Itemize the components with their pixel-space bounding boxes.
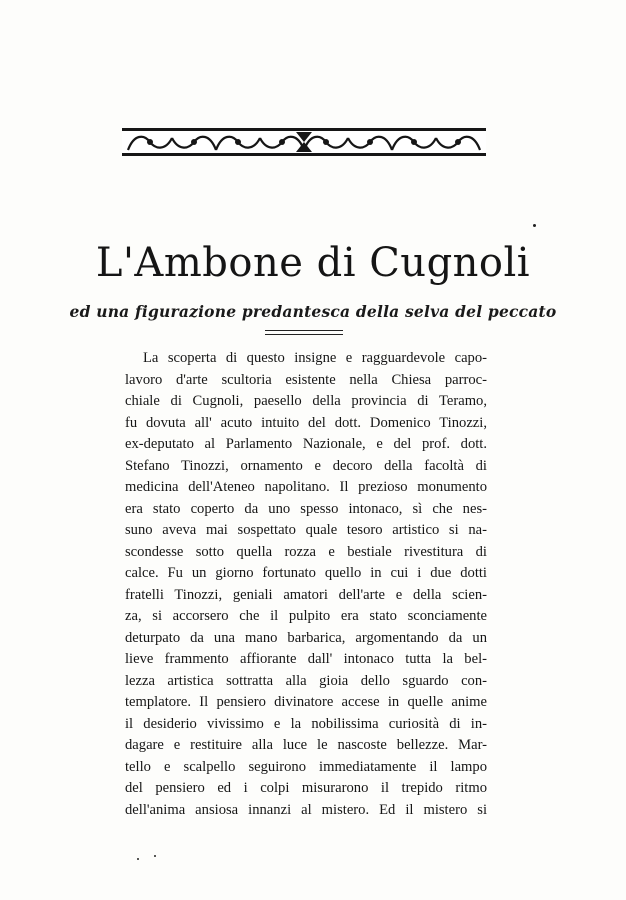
text-line: lezza artistica sottratta alla gioia dello sguardo con-: [125, 672, 487, 689]
page-title: L'Ambone di Cugnoli: [95, 240, 531, 286]
text-line: tello e scalpello seguirono immediatamente il lampo: [125, 758, 487, 775]
text-line: scondesse sotto quella rozza e bestiale rivestitura di: [125, 543, 487, 560]
page-subtitle: ed una figurazione predantesca della selva del peccato: [69, 302, 557, 321]
ink-speck: [137, 858, 139, 860]
title-divider: [265, 334, 343, 335]
text-line: za, si accorsero che il pulpito era stato sconciamente: [125, 608, 487, 624]
text-line: chiale di Cugnoli, paesello della provincia di Teramo,: [125, 393, 487, 409]
body-paragraph: [125, 348, 487, 821]
ink-speck: [533, 224, 536, 227]
text-line: del pensiero ed i colpi misurarono il trepido ritmo: [125, 780, 487, 796]
text-line: dell'anima ansiosa innanzi al mistero. Ed il mistero si: [125, 801, 487, 818]
text-line: lieve frammento affiorante dall' intonaco tutta la bel-: [125, 651, 487, 667]
text-line: dagare e restituire alla luce le nascoste bellezze. Mar-: [125, 737, 487, 753]
ink-speck: [154, 855, 156, 857]
text-line: deturpato da una mano barbarica, argomentando da un: [125, 629, 487, 646]
text-line: templatore. Il pensiero divinatore accese in quelle anime: [125, 694, 487, 710]
text-line: Stefano Tinozzi, ornamento e decoro della facoltà di: [125, 457, 487, 474]
text-line: ex-deputato al Parlamento Nazionale, e del prof. dott.: [125, 436, 487, 452]
text-line: La scoperta di questo insigne e ragguardevole capo-: [143, 350, 487, 366]
text-line: fu dovuta all' acuto intuito del dott. Domenico Tinozzi,: [125, 414, 487, 431]
text-line: calce. Fu un giorno fortunato quello in cui i due dotti: [125, 565, 487, 581]
title-divider: [265, 330, 343, 331]
text-line: era stato coperto da uno spesso intonaco, sì che nes-: [125, 500, 487, 517]
text-line: fratelli Tinozzi, geniali amatori dell'arte e della scien-: [125, 586, 487, 603]
text-line: lavoro d'arte scultoria esistente nella Chiesa parroc-: [125, 371, 487, 388]
text-line: suno aveva mai sospettato quale tesoro artistico si na-: [125, 522, 487, 538]
text-line: il desiderio vivissimo e la nobilissima curiosità di in-: [125, 715, 487, 732]
ornamental-headpiece-icon: [122, 128, 486, 156]
text-line: medicina dell'Ateneo napolitano. Il prezioso monumento: [125, 479, 487, 495]
